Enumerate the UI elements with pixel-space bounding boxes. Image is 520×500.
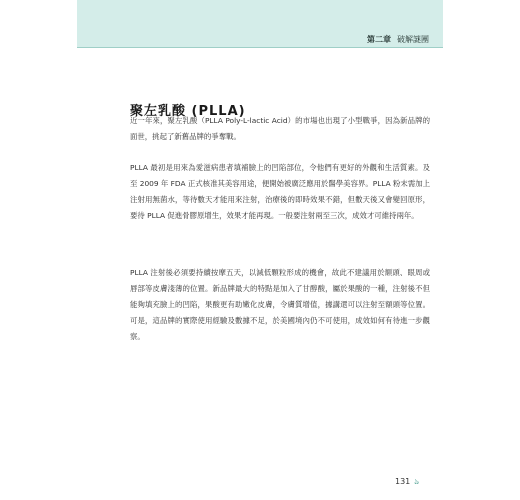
paragraph-history: PLLA 最初是用來為愛滋病患者填補臉上的凹陷部位，令他們有更好的外觀和生活質素。及至 2009 年 FDA 正式核准其美容用途，便開始被廣泛應用於醫學美容界。PLLA 粉末需加上注射用無菌水，等待數天才能用來注射，治療後的即時效果不錯，但數天後又會變回原形，要待 PLLA 促進骨膠原增生，效果才能再現。一般要注射兩至三次，成效才可維持兩年。 — [130, 163, 430, 220]
page-header — [77, 0, 443, 48]
chapter-title: 破解謎團 — [397, 35, 429, 44]
page-footer — [395, 476, 419, 489]
page-number: 131 — [395, 477, 411, 486]
paragraph-intro: 近一年來，聚左乳酸（PLLA Poly-L-lactic Acid）的市場也出現了小型戰爭，因為新品牌的面世，挑起了新舊品牌的爭奪戰。 — [130, 116, 430, 141]
header-divider — [77, 47, 443, 48]
section-title: 聚左乳酸 (PLLA) — [130, 104, 246, 119]
chapter-heading — [367, 34, 429, 45]
book-page — [77, 0, 443, 500]
flourish-icon: ঌ — [414, 477, 420, 486]
chapter-number: 第二章 — [367, 35, 391, 44]
paragraph-aftercare: PLLA 注射後必須要持續按摩五天，以減低顆粒形成的機會，故此不建議用於額頭、眼周或唇部等皮膚淺薄的位置。新品牌最大的特點是加入了甘醇酸，屬於果酸的一種，注射後不但能夠填充臉上的凹陷，果酸更有助嫩化皮膚，令膚質增值，據講還可以注射至額頭等位置。可是，這品牌的實際使用經驗及數據不足，於美國境內仍不可使用，成效如何有待進一步觀察。 — [130, 268, 430, 341]
